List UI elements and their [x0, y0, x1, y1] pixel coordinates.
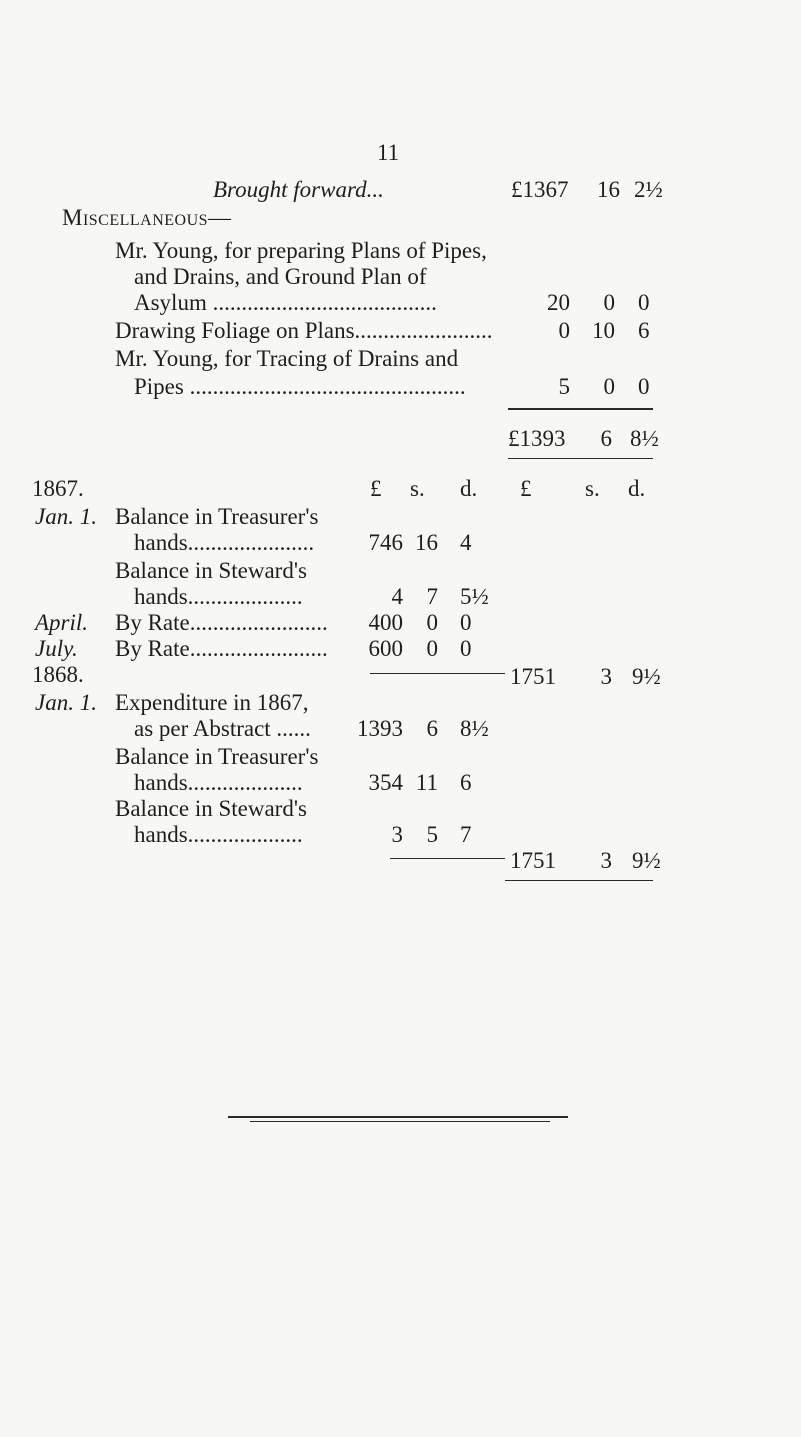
misc-item-2-pounds: 0: [558, 318, 570, 343]
misc-item-1-shillings: 0: [603, 290, 615, 315]
payment-1-line-2: as per Abstract ......: [134, 716, 311, 741]
receipt-4-shillings: 0: [426, 636, 438, 661]
payments-total-rule: [390, 858, 505, 859]
misc-item-2-line-1: Drawing Foliage on Plans........................: [115, 318, 493, 343]
receipt-1-date: Jan. 1.: [35, 504, 97, 529]
misc-item-3-pounds: 5: [558, 374, 570, 399]
receipts-total-rule: [370, 673, 505, 674]
receipt-1-shillings: 16: [415, 530, 438, 555]
payments-total-pence: 9½: [632, 848, 661, 873]
brought-forward-shillings: 16: [597, 177, 620, 202]
payment-3-shillings: 5: [426, 822, 438, 847]
receipt-1-line-1: Balance in Treasurer's: [115, 504, 319, 529]
misc-item-2-shillings: 10: [592, 318, 615, 343]
payment-1-date: Jan. 1.: [35, 690, 97, 715]
payment-3-pounds: 3: [391, 822, 403, 847]
payment-1-pence: 8½: [460, 716, 489, 741]
receipt-3-pounds: 400: [368, 610, 403, 635]
brought-forward-label: Brought forward...: [213, 177, 384, 202]
misc-item-1-pounds: 20: [547, 290, 570, 315]
header-pence-2: d.: [628, 476, 646, 501]
payment-1-year: 1868.: [32, 662, 84, 687]
payment-2-pounds: 354: [368, 770, 403, 795]
payment-2-line-1: Balance in Treasurer's: [115, 744, 319, 769]
receipt-4-date: July.: [35, 636, 78, 661]
receipt-1-pounds: 746: [368, 530, 403, 555]
payment-3-pence: 7: [460, 822, 472, 847]
receipt-3-shillings: 0: [426, 610, 438, 635]
header-shillings-2: s.: [585, 476, 600, 501]
payment-3-line-2: hands....................: [134, 822, 303, 847]
page-number: 11: [377, 140, 400, 165]
receipt-2-line-1: Balance in Steward's: [115, 558, 307, 583]
payment-1-line-1: Expenditure in 1867,: [115, 690, 309, 715]
receipt-1-line-2: hands......................: [134, 530, 315, 555]
receipt-2-line-2: hands....................: [134, 584, 303, 609]
header-shillings: s.: [410, 476, 425, 501]
payment-1-pounds: 1393: [357, 716, 403, 741]
misc-item-3-line-2: Pipes ................................................: [134, 374, 466, 399]
receipts-total-pence: 9½: [632, 664, 661, 689]
receipt-2-shillings: 7: [426, 584, 438, 609]
payment-2-pence: 6: [460, 770, 472, 795]
header-pounds-2: £: [520, 476, 532, 501]
receipt-3-pence: 0: [460, 610, 472, 635]
receipt-2-pence: 5½: [460, 584, 489, 609]
misc-item-3-shillings: 0: [603, 374, 615, 399]
misc-total-pounds: £1393: [508, 426, 566, 451]
misc-total-pence: 8½: [630, 426, 659, 451]
misc-item-1-line-1: Mr. Young, for preparing Plans of Pipes,: [115, 238, 487, 263]
misc-total-rule: [508, 408, 653, 410]
payment-1-shillings: 6: [426, 716, 438, 741]
payments-total-underline: [505, 880, 653, 881]
misc-item-1-line-2: and Drains, and Ground Plan of: [134, 264, 427, 289]
receipt-2-pounds: 4: [391, 584, 403, 609]
misc-item-1-pence: 0: [638, 290, 650, 315]
payments-total-shillings: 3: [600, 848, 612, 873]
payments-total-pounds: 1751: [510, 848, 556, 873]
receipt-3-date: April.: [35, 610, 89, 635]
bottom-rule-thin: [250, 1121, 550, 1122]
receipt-4-pence: 0: [460, 636, 472, 661]
misc-total-shillings: 6: [600, 426, 612, 451]
header-pence: d.: [460, 476, 478, 501]
payment-2-shillings: 11: [415, 770, 438, 795]
receipt-1-year: 1867.: [32, 476, 84, 501]
receipt-4-line-1: By Rate........................: [115, 636, 328, 661]
receipt-3-line-1: By Rate........................: [115, 610, 328, 635]
bottom-rule: [228, 1116, 568, 1118]
section-heading: Miscellaneous—: [62, 205, 232, 230]
misc-item-1-line-3: Asylum .......................................: [134, 290, 437, 315]
receipts-total-pounds: 1751: [510, 664, 556, 689]
receipts-total-shillings: 3: [600, 664, 612, 689]
payment-3-line-1: Balance in Steward's: [115, 796, 307, 821]
misc-total-underline: [508, 458, 653, 459]
misc-item-3-line-1: Mr. Young, for Tracing of Drains and: [115, 346, 459, 371]
receipt-1-pence: 4: [460, 530, 472, 555]
misc-item-3-pence: 0: [638, 374, 650, 399]
payment-2-line-2: hands....................: [134, 770, 303, 795]
header-pounds: £: [370, 476, 382, 501]
brought-forward-pence: 2½: [634, 177, 663, 202]
brought-forward-pounds: £1367: [511, 177, 569, 202]
misc-item-2-pence: 6: [638, 318, 650, 343]
receipt-4-pounds: 600: [368, 636, 403, 661]
